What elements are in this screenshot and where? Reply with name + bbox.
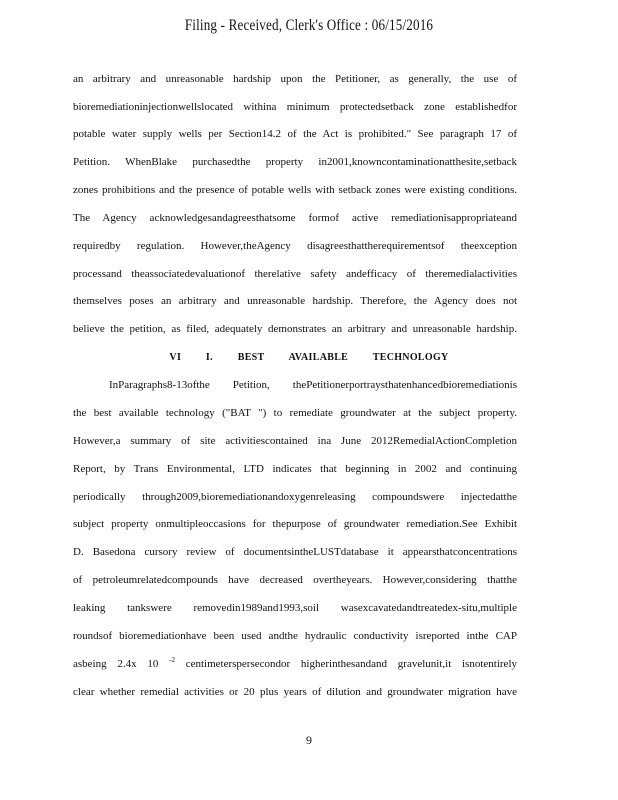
body-line-14: periodically through2009,bioremediationandoxygenreleasing compoundswere injectedatthe	[73, 491, 517, 503]
body-line-9: themselves poses an arbitrary and unreasonable hardship. Therefore, the Agency does not	[73, 295, 517, 307]
page-number: 9	[306, 733, 312, 747]
body-line-15: subject property onmultipleoccasions for thepurpose of groundwater remediation.See Exhibit	[73, 518, 517, 530]
body-line-21: clear whether remedial activities or 20 plus years of dilution and groundwater migration have	[73, 686, 517, 698]
body-line-13: Report, by Trans Environmental, LTD indicates that beginning in 2002 and continuing	[73, 463, 517, 475]
body-line-10: believe the petition, as filed, adequately demonstrates an arbitrary and unreasonable hardship.	[73, 323, 517, 335]
body-line-12: However,a summary of site activitiescontained ina June 2012RemedialActionCompletion	[73, 435, 517, 447]
asbeing-rest: centimeterspersecondor higherinthesandand gravelunit,it isnotentirely	[185, 658, 517, 670]
body-line-20	[73, 657, 517, 671]
body-line-7: requiredby regulation. However,theAgency disagreesthattherequirementsof theexception	[73, 240, 517, 252]
asbeing-text: asbeing 2.4x 10	[73, 658, 159, 670]
body-line-2: bioremediationinjectionwellslocated withina minimum protectedsetback zone establishedfor	[73, 101, 517, 113]
filing-header: Filing - Received, Clerk's Office : 06/15/2016	[184, 17, 434, 34]
body-line-6: The Agency acknowledgesandagreesthatsome formof active remediationisappropriateand	[73, 212, 517, 224]
body-line-19: roundsof bioremediationhave been used andthe hydraulic conductivity isreported inthe CAP	[73, 630, 517, 642]
body-line-4: Petition. WhenBlake purchasedthe property in2001,knowncontaminationatthesite,setback	[73, 156, 517, 168]
body-line-8: processand theassociatedevaluationof therelative safety andefficacy of theremedialactivities	[73, 268, 517, 280]
body-line-18: leaking tankswere removedin1989and1993,soil wasexcavatedandtreatedex-situ,multiple	[73, 602, 517, 614]
body-line-3: potable water supply wells per Section14.2 of the Act is prohibited." See paragraph 17 of	[73, 128, 517, 140]
body-line-1: an arbitrary and unreasonable hardship upon the Petitioner, as generally, the use of	[73, 73, 517, 85]
exponent: -2	[169, 656, 175, 664]
body-line-17: of petroleumrelatedcompounds have decreased overtheyears. However,considering thatthe	[73, 574, 517, 586]
body-line-16: D. Basedona cursory review of documentsintheLUSTdatabase it appearsthatconcentrations	[73, 546, 517, 558]
section-heading: VI I. BEST AVAILABLE TECHNOLOGY	[169, 352, 449, 363]
paragraph-indent-line: InParagraphs8-13ofthe Petition, thePetitionerportraysthatenhancedbioremediationis	[109, 379, 517, 391]
body-line-11: the best available technology ("BAT ") to remediate groundwater at the subject property.	[73, 407, 517, 419]
body-line-5: zones prohibitions and the presence of potable wells with setback zones were existing conditions.	[73, 184, 517, 196]
